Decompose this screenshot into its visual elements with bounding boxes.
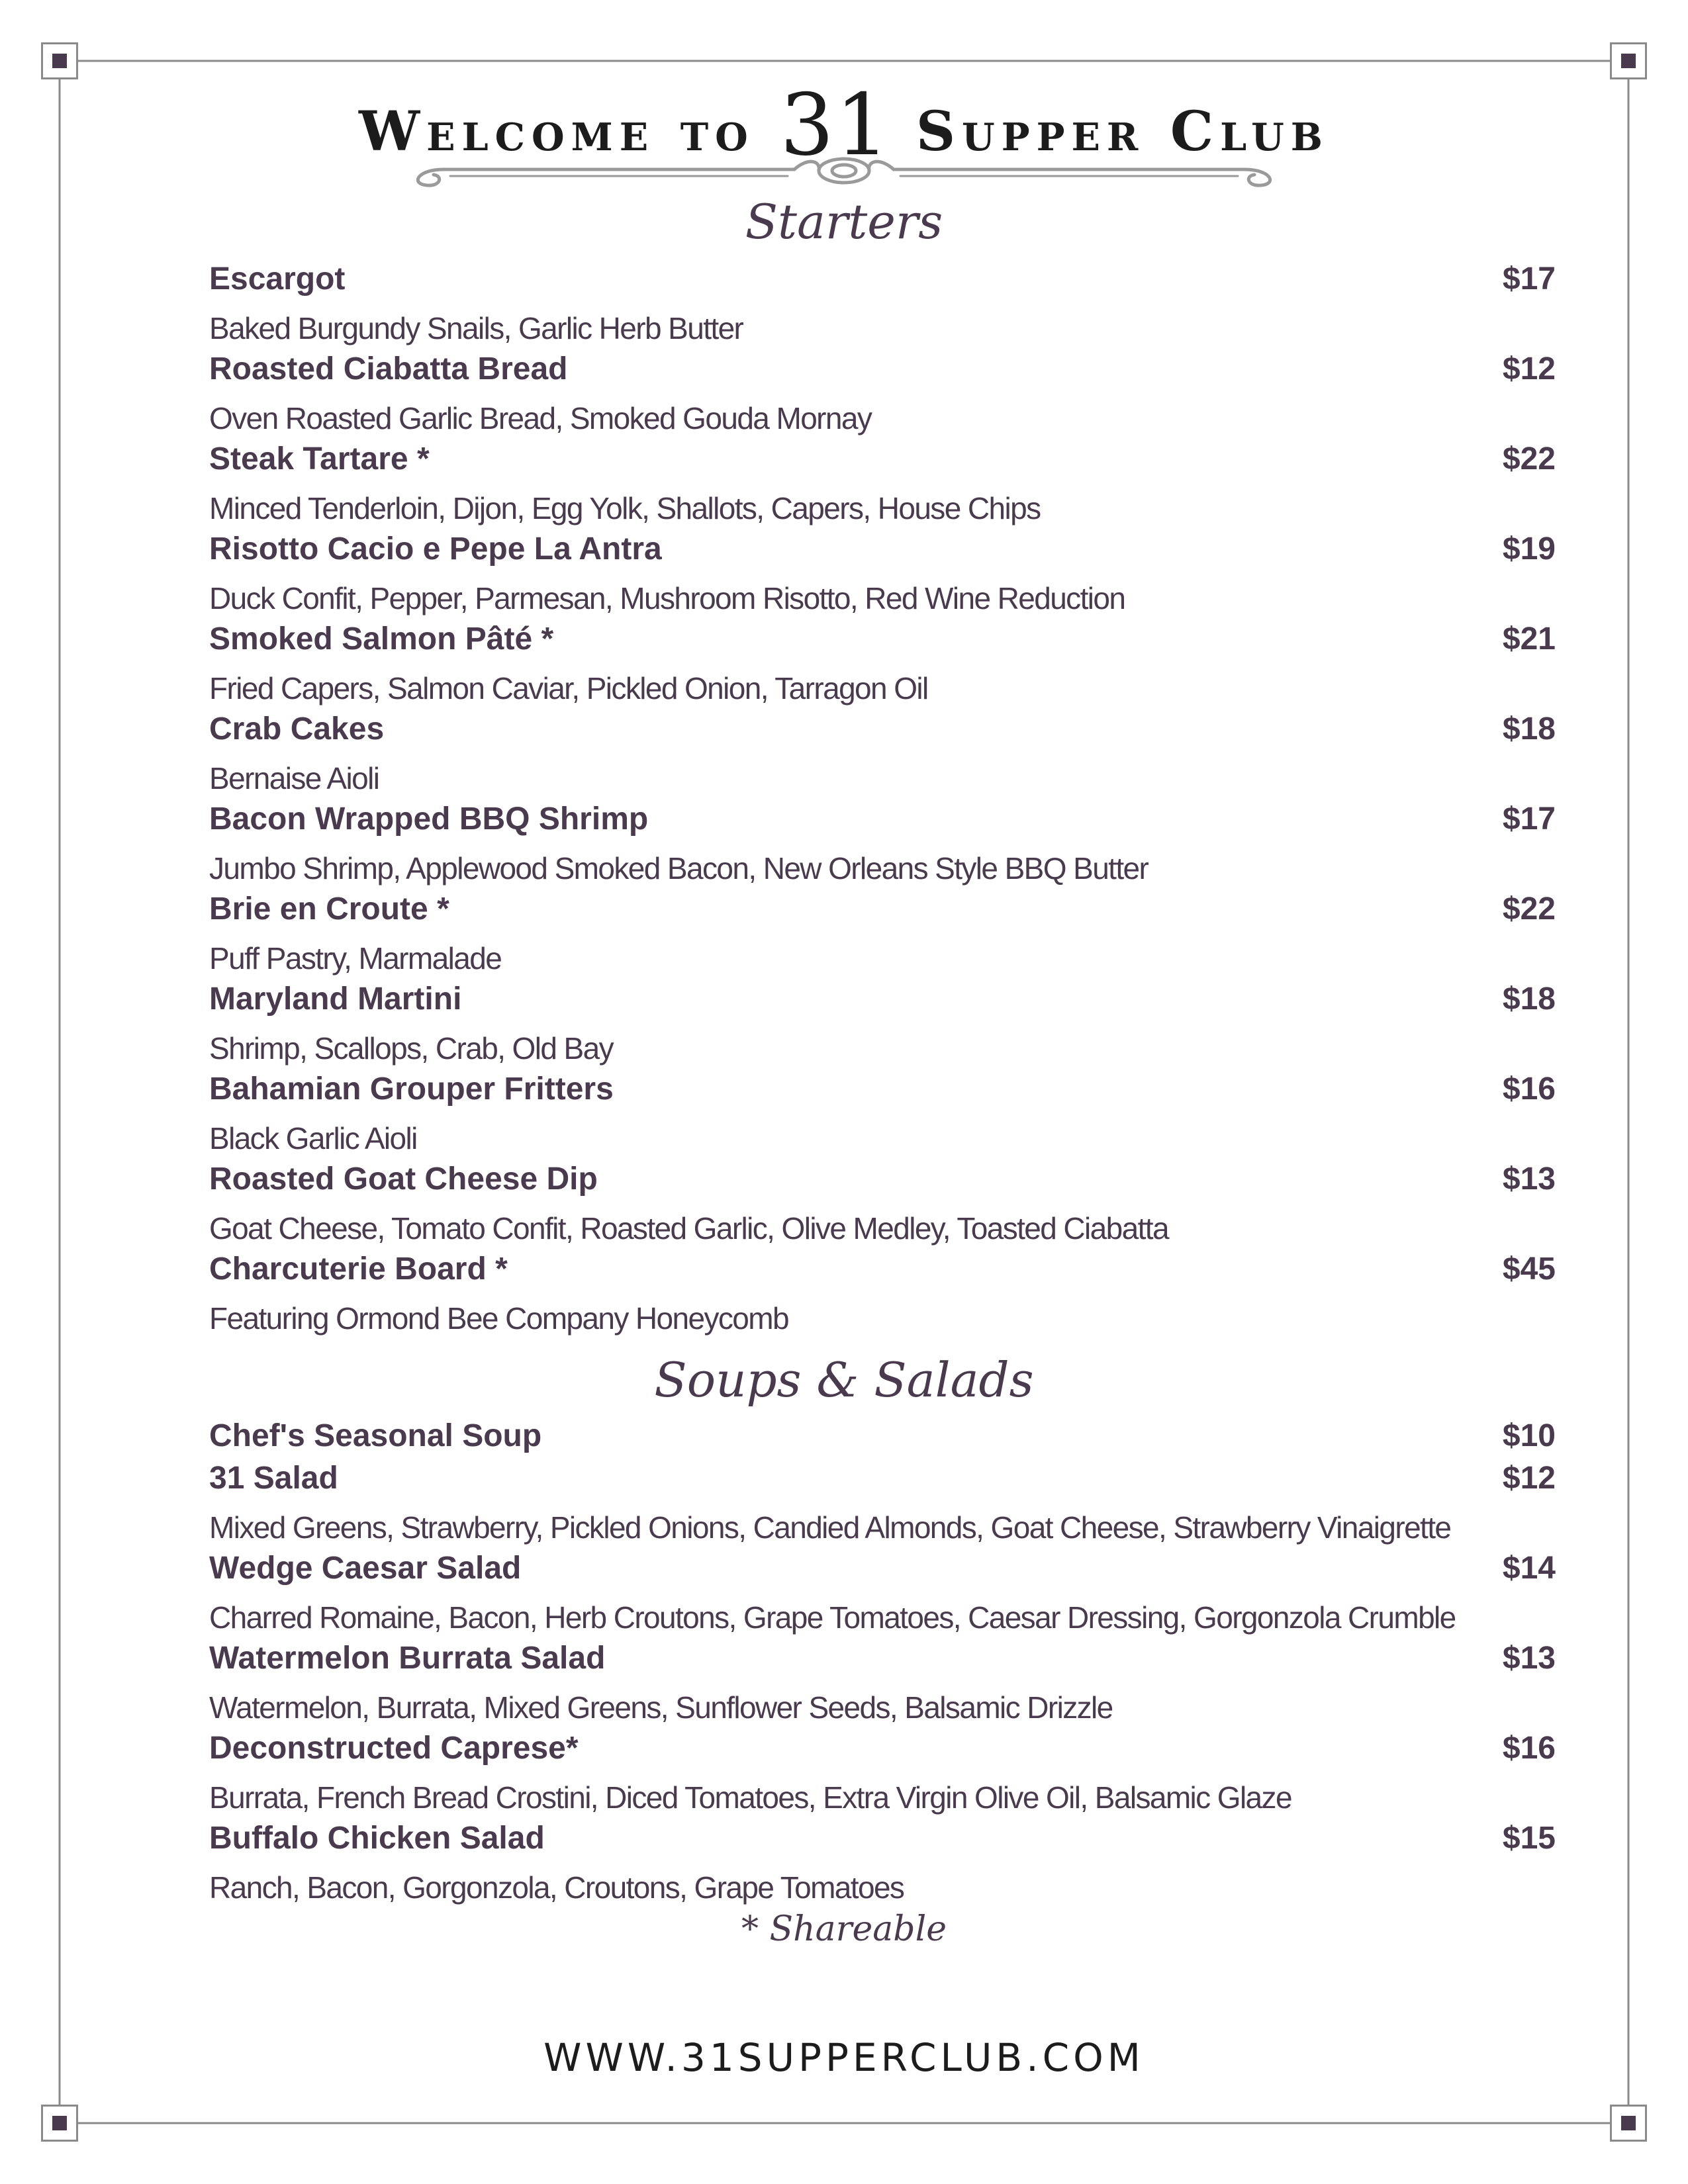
item-name: Risotto Cacio e Pepe La Antra: [209, 531, 662, 567]
item-name: 31 Salad: [209, 1461, 338, 1496]
item-price: $15: [1502, 1821, 1556, 1856]
title-prefix: Welcome to: [359, 100, 755, 163]
title-flourish-ornament: [404, 151, 1284, 191]
item-description: Goat Cheese, Tomato Confit, Roasted Garlic, Olive Medley, Toasted Ciabatta: [209, 1211, 1168, 1246]
item-price: $12: [1502, 351, 1556, 387]
item-name: Escargot: [209, 261, 346, 296]
item-description: Black Garlic Aioli: [209, 1121, 417, 1156]
item-price: $22: [1502, 441, 1556, 477]
item-price: $19: [1502, 531, 1556, 567]
item-price: $18: [1502, 981, 1556, 1017]
item-name: Chef's Seasonal Soup: [209, 1418, 542, 1453]
item-name: Buffalo Chicken Salad: [209, 1821, 545, 1856]
item-price: $16: [1502, 1731, 1556, 1766]
item-price: $13: [1502, 1641, 1556, 1676]
item-description: Puff Pastry, Marmalade: [209, 941, 502, 976]
item-description: Featuring Ormond Bee Company Honeycomb: [209, 1301, 788, 1336]
item-name: Roasted Ciabatta Bread: [209, 351, 568, 387]
title-number: 31: [780, 76, 891, 175]
website-link[interactable]: WWW.31SUPPERCLUB.COM: [543, 2035, 1145, 2080]
item-name: Watermelon Burrata Salad: [209, 1641, 606, 1676]
item-name: Roasted Goat Cheese Dip: [209, 1161, 598, 1197]
item-name: Wedge Caesar Salad: [209, 1551, 522, 1586]
item-description: Watermelon, Burrata, Mixed Greens, Sunflower Seeds, Balsamic Drizzle: [209, 1690, 1113, 1725]
item-price: $17: [1502, 261, 1556, 296]
soups-salads-heading: Soups & Salads: [654, 1352, 1034, 1408]
item-name: Steak Tartare *: [209, 441, 430, 477]
item-price: $17: [1502, 801, 1556, 837]
item-description: Oven Roasted Garlic Bread, Smoked Gouda Mornay: [209, 401, 872, 435]
item-description: Charred Romaine, Bacon, Herb Croutons, Grape Tomatoes, Caesar Dressing, Gorgonzola Crumble: [209, 1600, 1456, 1635]
item-description: Mixed Greens, Strawberry, Pickled Onions, Candied Almonds, Goat Cheese, Strawberry Vinaigrette: [209, 1510, 1451, 1545]
item-price: $18: [1502, 711, 1556, 747]
item-price: $13: [1502, 1161, 1556, 1197]
item-name: Smoked Salmon Pâté *: [209, 621, 554, 657]
item-name: Crab Cakes: [209, 711, 385, 747]
item-price: $12: [1502, 1461, 1556, 1496]
item-price: $21: [1502, 621, 1556, 657]
item-description: Burrata, French Bread Crostini, Diced Tomatoes, Extra Virgin Olive Oil, Balsamic Glaze: [209, 1780, 1291, 1815]
item-name: Bahamian Grouper Fritters: [209, 1071, 614, 1107]
item-description: Fried Capers, Salmon Caviar, Pickled Onion, Tarragon Oil: [209, 671, 928, 705]
item-name: Maryland Martini: [209, 981, 462, 1017]
starters-heading: Starters: [745, 194, 943, 250]
item-price: $22: [1502, 891, 1556, 927]
item-description: Ranch, Bacon, Gorgonzola, Croutons, Grape Tomatoes: [209, 1870, 904, 1905]
shareable-footnote: * Shareable: [741, 1909, 947, 1949]
item-name: Bacon Wrapped BBQ Shrimp: [209, 801, 649, 837]
item-name: Brie en Croute *: [209, 891, 449, 927]
corner-ornament-top-right: [1610, 42, 1647, 79]
item-description: Shrimp, Scallops, Crab, Old Bay: [209, 1031, 613, 1066]
corner-ornament-bottom-right: [1610, 2105, 1647, 2142]
item-description: Jumbo Shrimp, Applewood Smoked Bacon, New Orleans Style BBQ Butter: [209, 851, 1149, 886]
item-name: Deconstructed Caprese*: [209, 1731, 579, 1766]
item-description: Bernaise Aioli: [209, 761, 379, 796]
item-description: Baked Burgundy Snails, Garlic Herb Butter: [209, 311, 743, 345]
item-price: $14: [1502, 1551, 1556, 1586]
item-name: Charcuterie Board *: [209, 1251, 508, 1287]
corner-ornament-bottom-left: [41, 2105, 78, 2142]
item-price: $10: [1502, 1418, 1556, 1453]
corner-ornament-top-left: [41, 42, 78, 79]
item-price: $45: [1502, 1251, 1556, 1287]
item-description: Duck Confit, Pepper, Parmesan, Mushroom Risotto, Red Wine Reduction: [209, 581, 1125, 615]
item-price: $16: [1502, 1071, 1556, 1107]
item-description: Minced Tenderloin, Dijon, Egg Yolk, Shallots, Capers, House Chips: [209, 491, 1041, 525]
title-suffix: Supper Club: [915, 100, 1329, 163]
